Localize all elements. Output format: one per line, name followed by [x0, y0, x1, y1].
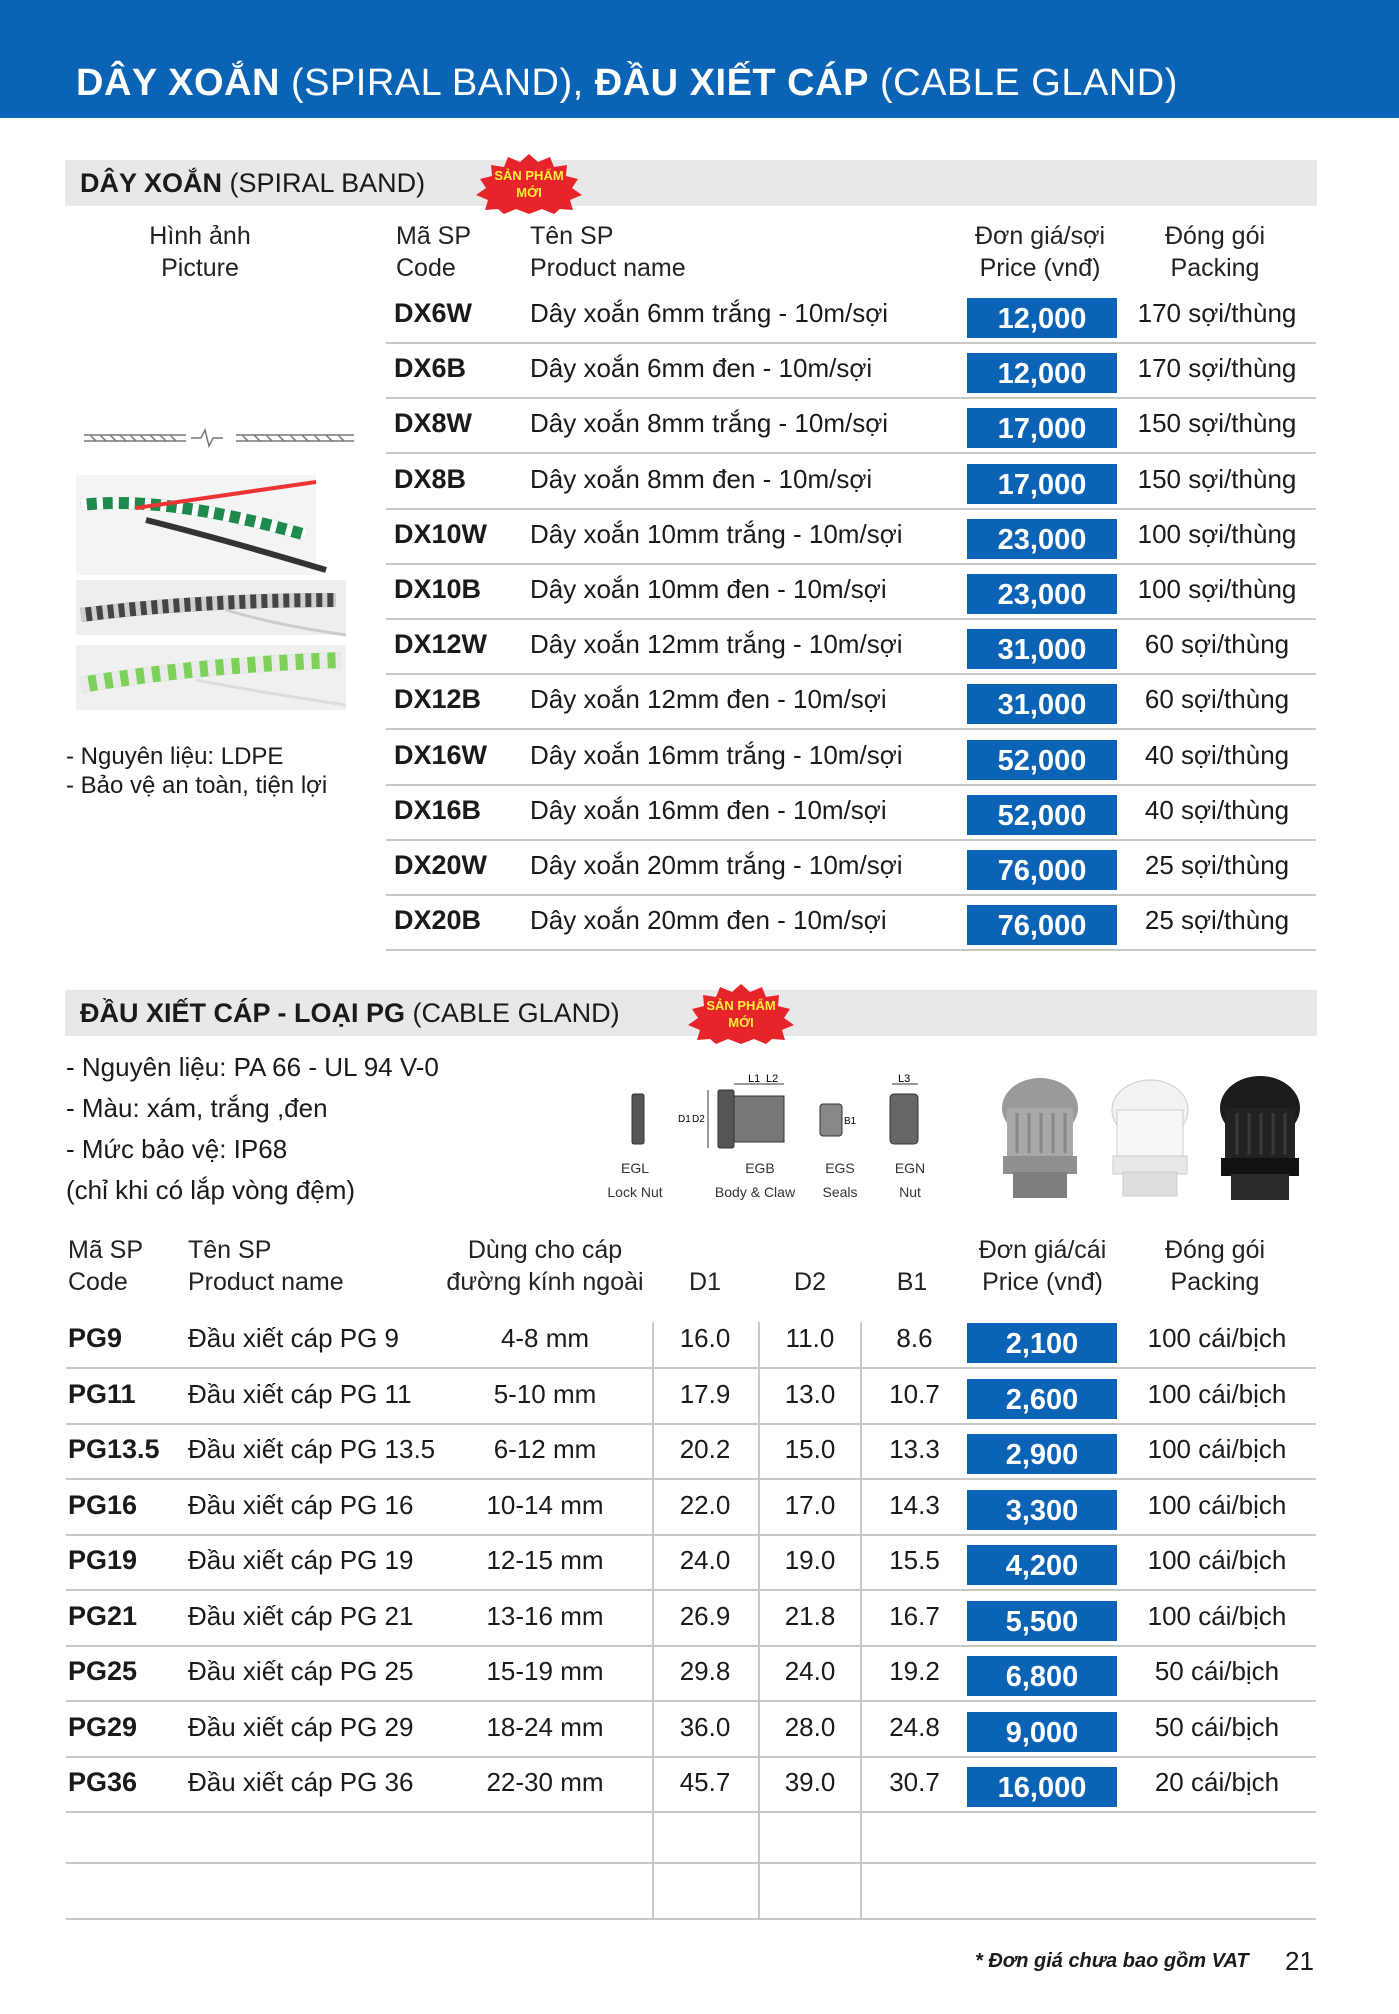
gland-packing: 50 cái/bịch	[1154, 1656, 1280, 1686]
gland-b1: 30.7	[889, 1767, 940, 1797]
gland-d1: 20.2	[679, 1434, 731, 1464]
spiral-code: DX16B	[394, 795, 482, 825]
gland-code: PG21	[68, 1601, 138, 1631]
gland-product-name: Đầu xiết cáp PG 21	[188, 1601, 414, 1631]
spiral-row-line	[386, 397, 1316, 399]
header-packing: Đóng gói Packing	[1164, 222, 1266, 282]
badge-line-1: SẢN PHẨM	[494, 168, 564, 183]
spiral-price: 23,000	[967, 519, 1117, 559]
spiral-code: DX20W	[394, 850, 488, 880]
gland-header-name: Tên SP Product name	[188, 1236, 344, 1296]
gland-b1: 16.7	[889, 1601, 940, 1631]
gland-packing: 20 cái/bịch	[1154, 1767, 1280, 1797]
gland-product-name: Đầu xiết cáp PG 13.5	[188, 1434, 436, 1464]
empty-row-line-1	[66, 1862, 1316, 1864]
vat-note: * Đơn giá chưa bao gồm VAT	[975, 1950, 1249, 1972]
gland-d1: 45.7	[679, 1767, 731, 1797]
gland-col-divider-2	[758, 1322, 760, 1920]
gland-product-name: Đầu xiết cáp PG 29	[188, 1712, 414, 1742]
spiral-packing: 60 sợi/thùng	[1144, 629, 1290, 659]
spiral-price: 12,000	[967, 353, 1117, 393]
spiral-packing: 25 sợi/thùng	[1144, 905, 1290, 935]
gland-product-name: Đầu xiết cáp PG 16	[188, 1490, 414, 1520]
diagram-label-nut: Nut	[899, 1184, 921, 1200]
gland-code: PG16	[68, 1490, 138, 1520]
gland-header-packing: Đóng gói Packing	[1164, 1236, 1266, 1296]
black-gland-photo	[1220, 1076, 1300, 1200]
spiral-section-title: DÂY XOẮN (SPIRAL BAND)	[80, 168, 426, 198]
spiral-product-name: Dây xoắn 20mm đen - 10m/sợi	[530, 905, 887, 935]
gland-price: 3,300	[967, 1490, 1117, 1530]
spiral-row-line	[386, 452, 1316, 454]
gland-price: 16,000	[967, 1767, 1117, 1807]
spiral-product-name: Dây xoắn 10mm đen - 10m/sợi	[530, 574, 887, 604]
spiral-row-line	[386, 949, 1316, 951]
gland-price: 6,800	[967, 1656, 1117, 1696]
gland-b1: 10.7	[889, 1379, 940, 1409]
spiral-packing: 40 sợi/thùng	[1144, 795, 1290, 825]
spiral-code: DX8B	[394, 464, 467, 494]
spiral-row-line	[386, 839, 1316, 841]
header-product-name: Tên SP Product name	[530, 222, 686, 282]
gland-cable-range: 13-16 mm	[486, 1601, 604, 1631]
spiral-product-name: Dây xoắn 6mm đen - 10m/sợi	[530, 353, 873, 383]
gland-packing: 100 cái/bịch	[1147, 1490, 1287, 1520]
dim-l3: L3	[898, 1073, 911, 1085]
gland-d1: 29.8	[679, 1656, 731, 1686]
diagram-code-egn: EGN	[894, 1160, 926, 1176]
gland-bullet-4: (chỉ khi có lắp vòng đệm)	[66, 1175, 356, 1205]
spiral-product-name: Dây xoắn 16mm trắng - 10m/sợi	[530, 740, 903, 770]
gland-price: 2,600	[967, 1379, 1117, 1419]
gland-row-line	[66, 1367, 1316, 1369]
gland-d2: 24.0	[784, 1656, 836, 1686]
gland-b1: 24.8	[889, 1712, 940, 1742]
gland-cable-range: 12-15 mm	[486, 1545, 604, 1575]
gland-cable-range: 22-30 mm	[486, 1767, 604, 1797]
dim-d1: D1	[678, 1114, 691, 1125]
spiral-price: 17,000	[967, 408, 1117, 448]
spiral-note-1: - Nguyên liệu: LDPE	[66, 743, 284, 770]
spiral-code: DX10B	[394, 574, 482, 604]
gland-d2: 11.0	[785, 1323, 835, 1353]
gland-price: 2,900	[967, 1434, 1117, 1474]
spiral-price: 76,000	[967, 905, 1117, 945]
gland-code: PG13.5	[68, 1434, 160, 1464]
gland-code: PG29	[68, 1712, 138, 1742]
gland-row-line	[66, 1423, 1316, 1425]
spiral-price: 23,000	[967, 574, 1117, 614]
diagram-label-seals: Seals	[822, 1184, 858, 1200]
gland-bullet-3: - Mức bảo vệ: IP68	[66, 1134, 288, 1164]
spiral-product-name: Dây xoắn 12mm đen - 10m/sợi	[530, 684, 887, 714]
new-product-badge-2	[682, 982, 800, 1044]
gland-bullet-1: - Nguyên liệu: PA 66 - UL 94 V-0	[66, 1052, 439, 1082]
dim-l1: L1	[748, 1073, 761, 1085]
spiral-packing: 100 sợi/thùng	[1137, 519, 1297, 549]
gland-b1: 14.3	[889, 1490, 940, 1520]
gland-b1: 15.5	[889, 1545, 940, 1575]
dim-l2: L2	[766, 1073, 779, 1085]
spiral-row-line	[386, 508, 1316, 510]
header-code: Mã SP Code	[396, 222, 472, 282]
gland-price: 9,000	[967, 1712, 1117, 1752]
gland-d2: 39.0	[784, 1767, 836, 1797]
spiral-note-2: - Bảo vệ an toàn, tiện lợi	[66, 772, 328, 799]
gland-product-name: Đầu xiết cáp PG 9	[188, 1323, 399, 1353]
spiral-packing: 25 sợi/thùng	[1144, 850, 1290, 880]
gland-code: PG9	[68, 1323, 123, 1353]
spiral-code: DX20B	[394, 905, 482, 935]
gland-code: PG25	[68, 1656, 138, 1686]
white-gland-photo	[1112, 1080, 1188, 1196]
gland-cable-range: 10-14 mm	[486, 1490, 604, 1520]
spiral-row-line	[386, 618, 1316, 620]
gland-d1: 17.9	[679, 1379, 731, 1409]
gland-parts-diagram	[600, 1072, 950, 1152]
gland-row-line	[66, 1756, 1316, 1758]
diagram-code-egs: EGS	[825, 1160, 855, 1176]
diagram-label-lock-nut: Lock Nut	[607, 1184, 663, 1200]
spiral-product-name: Dây xoắn 8mm đen - 10m/sợi	[530, 464, 873, 494]
spiral-price: 31,000	[967, 684, 1117, 724]
gland-product-name: Đầu xiết cáp PG 36	[188, 1767, 414, 1797]
gland-header-cable: Dùng cho cáp đường kính ngoài	[446, 1236, 644, 1296]
spiral-code: DX10W	[394, 519, 488, 549]
gray-gland-photo	[1002, 1078, 1078, 1198]
dim-d2: D2	[692, 1114, 705, 1125]
gland-product-name: Đầu xiết cáp PG 11	[188, 1379, 412, 1409]
gland-d2: 28.0	[784, 1712, 836, 1742]
spiral-code: DX12W	[394, 629, 488, 659]
diagram-code-egl: EGL	[620, 1160, 649, 1176]
page-number: 21	[1285, 1946, 1314, 1976]
gland-cable-range: 5-10 mm	[493, 1379, 597, 1409]
page-title: DÂY XOẮN (SPIRAL BAND), ĐẦU XIẾT CÁP (CABLE GLAND)	[76, 62, 1178, 104]
spiral-packing: 170 sợi/thùng	[1137, 353, 1297, 383]
gland-bullet-2: - Màu: xám, trắng ,đen	[66, 1093, 328, 1123]
gland-row-line	[66, 1700, 1316, 1702]
spiral-packing: 170 sợi/thùng	[1137, 298, 1297, 328]
spiral-code: DX6W	[394, 298, 473, 328]
gland-col-divider-1	[652, 1322, 654, 1920]
header-price: Đơn giá/sợi Price (vnđ)	[974, 222, 1106, 282]
spiral-price: 52,000	[967, 740, 1117, 780]
spiral-code: DX12B	[394, 684, 482, 714]
badge2-line-1: SẢN PHẨM	[706, 998, 776, 1013]
spiral-packing: 40 sợi/thùng	[1144, 740, 1290, 770]
gland-product-name: Đầu xiết cáp PG 25	[188, 1656, 414, 1686]
gland-d1: 24.0	[679, 1545, 731, 1575]
spiral-product-name: Dây xoắn 8mm trắng - 10m/sợi	[530, 408, 889, 438]
gland-col-divider-3	[860, 1322, 862, 1920]
badge2-line-2: MỚI	[728, 1015, 754, 1030]
spiral-code: DX6B	[394, 353, 467, 383]
spiral-price: 31,000	[967, 629, 1117, 669]
gland-d2: 13.0	[784, 1379, 836, 1409]
gland-header-code: Mã SP Code	[68, 1236, 144, 1296]
gland-header-b1: B1	[896, 1268, 928, 1296]
gland-d2: 15.0	[784, 1434, 836, 1464]
spiral-code: DX8W	[394, 408, 473, 438]
gland-code: PG11	[68, 1379, 136, 1409]
gland-row-line	[66, 1534, 1316, 1536]
gland-product-name: Đầu xiết cáp PG 19	[188, 1545, 414, 1575]
gland-header-price: Đơn giá/cái Price (vnđ)	[978, 1236, 1107, 1296]
spiral-price: 12,000	[967, 298, 1117, 338]
spiral-row-line	[386, 342, 1316, 344]
gland-row-line	[66, 1811, 1316, 1813]
gland-header-d2: D2	[794, 1268, 826, 1296]
gland-packing: 100 cái/bịch	[1147, 1545, 1287, 1575]
gland-d1: 16.0	[679, 1323, 731, 1353]
dim-b1: B1	[844, 1116, 857, 1127]
gland-d1: 26.9	[679, 1601, 731, 1631]
gland-d2: 19.0	[784, 1545, 836, 1575]
gland-price: 4,200	[967, 1545, 1117, 1585]
spiral-price: 52,000	[967, 795, 1117, 835]
gland-b1: 19.2	[889, 1656, 940, 1686]
spiral-packing: 100 sợi/thùng	[1137, 574, 1297, 604]
spiral-product-name: Dây xoắn 6mm trắng - 10m/sợi	[530, 298, 889, 328]
gland-packing: 100 cái/bịch	[1147, 1434, 1287, 1464]
new-product-badge	[470, 152, 588, 214]
spiral-row-line	[386, 784, 1316, 786]
badge-line-2: MỚI	[516, 185, 542, 200]
spiral-price: 17,000	[967, 464, 1117, 504]
gland-d1: 22.0	[679, 1490, 731, 1520]
gland-price: 5,500	[967, 1601, 1117, 1641]
spiral-product-name: Dây xoắn 16mm đen - 10m/sợi	[530, 795, 887, 825]
gland-packing: 100 cái/bịch	[1147, 1601, 1287, 1631]
spiral-product-name: Dây xoắn 10mm trắng - 10m/sợi	[530, 519, 903, 549]
gland-row-line	[66, 1478, 1316, 1480]
gland-packing: 100 cái/bịch	[1147, 1323, 1287, 1353]
gland-packing: 50 cái/bịch	[1154, 1712, 1280, 1742]
spiral-row-line	[386, 894, 1316, 896]
gland-code: PG36	[68, 1767, 138, 1797]
gland-d2: 17.0	[784, 1490, 836, 1520]
gland-cable-range: 4-8 mm	[500, 1323, 590, 1353]
gland-b1: 8.6	[896, 1323, 933, 1353]
gland-row-line	[66, 1645, 1316, 1647]
empty-row-line-2	[66, 1918, 1316, 1920]
gland-row-line	[66, 1589, 1316, 1591]
spiral-row-line	[386, 563, 1316, 565]
spiral-code: DX16W	[394, 740, 488, 770]
spiral-row-line	[386, 673, 1316, 675]
gland-cable-range: 15-19 mm	[486, 1656, 604, 1686]
gland-d1: 36.0	[679, 1712, 731, 1742]
gland-cable-range: 18-24 mm	[486, 1712, 604, 1742]
gland-b1: 13.3	[889, 1434, 940, 1464]
diagram-label-body-claw: Body & Claw	[714, 1184, 796, 1200]
spiral-band-picture	[76, 410, 366, 710]
header-picture: Hình ảnh Picture	[149, 222, 251, 282]
spiral-product-name: Dây xoắn 12mm trắng - 10m/sợi	[530, 629, 903, 659]
spiral-packing: 150 sợi/thùng	[1137, 408, 1297, 438]
spiral-row-line	[386, 728, 1316, 730]
gland-code: PG19	[68, 1545, 138, 1575]
diagram-code-egb: EGB	[745, 1160, 775, 1176]
spiral-product-name: Dây xoắn 20mm trắng - 10m/sợi	[530, 850, 903, 880]
spiral-price: 76,000	[967, 850, 1117, 890]
cable-gland-photos	[985, 1068, 1315, 1208]
gland-section-title: ĐẦU XIẾT CÁP - LOẠI PG (CABLE GLAND)	[80, 998, 620, 1028]
gland-cable-range: 6-12 mm	[493, 1434, 597, 1464]
gland-d2: 21.8	[784, 1601, 836, 1631]
gland-header-d1: D1	[689, 1268, 721, 1296]
gland-price: 2,100	[967, 1323, 1117, 1363]
gland-packing: 100 cái/bịch	[1147, 1379, 1287, 1409]
spiral-packing: 150 sợi/thùng	[1137, 464, 1297, 494]
spiral-packing: 60 sợi/thùng	[1144, 684, 1290, 714]
